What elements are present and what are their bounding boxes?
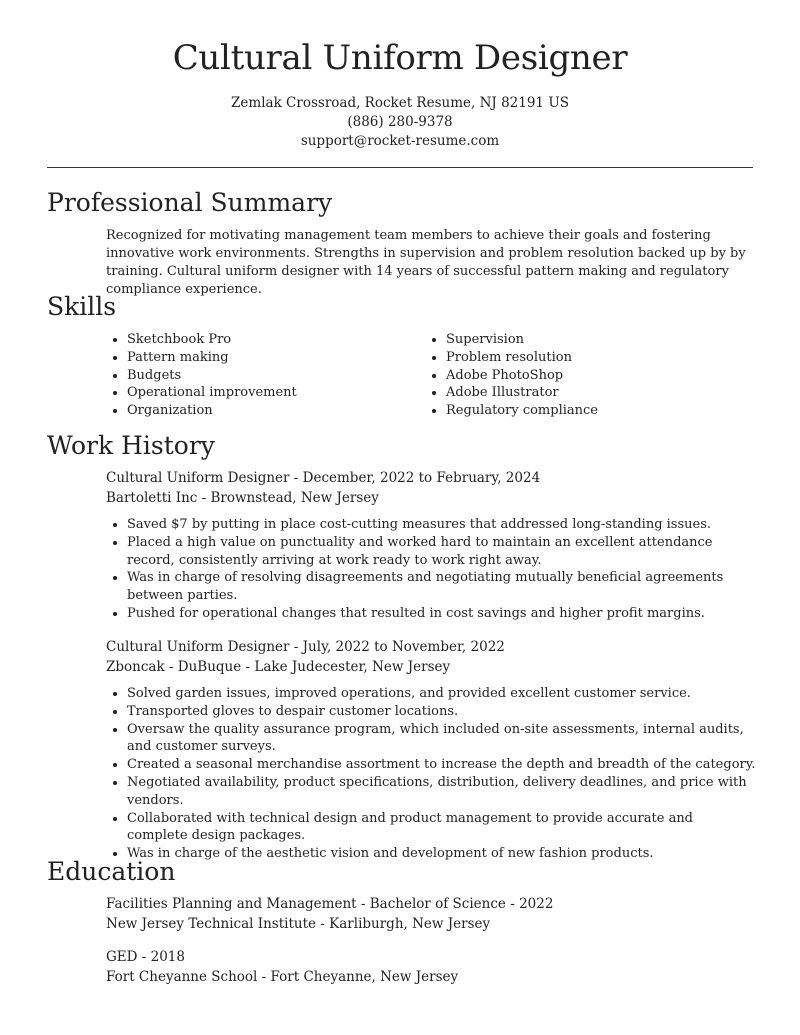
job-bullet: • Saved $7 by putting in place cost-cutting measures that addressed long-standing issues. xyxy=(127,516,756,534)
skill-item: • Organization xyxy=(127,402,406,420)
job-bullet: • Transported gloves to despair customer locations. xyxy=(127,703,756,721)
skill-item: • Budgets xyxy=(127,367,406,385)
education-degree-line: Facilities Planning and Management - Bachelor of Science - 2022 xyxy=(106,896,554,912)
section-title-summary: Professional Summary xyxy=(47,188,333,217)
job-header xyxy=(106,469,756,508)
education-location: Fort Cheyanne, New Jersey xyxy=(270,968,459,985)
skill-item: • Pattern making xyxy=(127,349,406,367)
job-bullet: • Pushed for operational changes that resulted in cost savings and higher profit margins. xyxy=(127,605,756,623)
contact-email: support@rocket-resume.com xyxy=(300,133,500,149)
job-bullet: • Collaborated with technical design and product management to provide accurate and complete design packages. xyxy=(127,810,756,846)
job-bullet: • Was in charge of resolving disagreements and negotiating mutually beneficial agreements between parties. xyxy=(127,569,756,605)
contact-phone: (886) 280-9378 xyxy=(347,114,453,130)
job-bullet: • Placed a high value on punctuality and worked hard to maintain an excellent attendance record, consistently arriving at work ready to work right away. xyxy=(127,534,756,570)
header-divider xyxy=(47,167,753,168)
job-company-line: Bartoletti Inc - Brownstead, New Jersey xyxy=(106,489,379,506)
job-company: Bartoletti Inc xyxy=(106,489,198,506)
skills-column-right xyxy=(425,331,725,420)
education-school-line: Fort Cheyanne School - Fort Cheyanne, New Jersey xyxy=(106,968,459,985)
job-title: Cultural Uniform Designer xyxy=(106,639,290,655)
job-dates: December, 2022 to February, 2024 xyxy=(302,470,541,486)
skill-item: • Supervision xyxy=(446,331,725,349)
job-bullets xyxy=(106,516,756,623)
education-school: New Jersey Technical Institute xyxy=(106,915,317,932)
job-bullet: • Was in charge of the aesthetic vision and development of new fashion products. xyxy=(127,845,756,863)
skill-item: • Sketchbook Pro xyxy=(127,331,406,349)
education-entry xyxy=(106,948,756,987)
job-bullet: • Oversaw the quality assurance program, which included on-site assessments, internal audits, and customer surveys. xyxy=(127,721,756,757)
summary-text: Recognized for motivating management team members to achieve their goals and fostering innovative work environments. Strengths in supervision and problem resolution backed up by by training. Cultural uniform designer with 14 years of successful pattern making and regulatory compliance experience. xyxy=(106,228,746,297)
job-bullet: • Negotiated availability, product specifications, distribution, delivery deadlines, and price with vendors. xyxy=(127,774,756,810)
section-title-skills: Skills xyxy=(47,292,117,321)
resume-name: Cultural Uniform Designer xyxy=(172,38,628,78)
section-title-work: Work History xyxy=(47,431,215,460)
education-school: Fort Cheyanne School xyxy=(106,968,258,985)
job-company: Zboncak - DuBuque xyxy=(106,658,242,675)
job-location: Brownstead, New Jersey xyxy=(210,489,379,506)
skill-item: • Problem resolution xyxy=(446,349,725,367)
education-degree: GED xyxy=(106,949,138,965)
education-entry xyxy=(106,895,756,934)
job-title-line: Cultural Uniform Designer - December, 2022 to February, 2024 xyxy=(106,470,541,486)
skill-item: • Regulatory compliance xyxy=(446,402,725,420)
job-title: Cultural Uniform Designer xyxy=(106,470,290,486)
job-bullet: • Solved garden issues, improved operations, and provided excellent customer service. xyxy=(127,685,756,703)
job-title-line: Cultural Uniform Designer - July, 2022 to November, 2022 xyxy=(106,639,505,655)
job-dates: July, 2022 to November, 2022 xyxy=(302,639,505,655)
job-header xyxy=(106,638,756,677)
skill-item: • Operational improvement xyxy=(127,384,406,402)
job-company-line: Zboncak - DuBuque - Lake Judecester, New Jersey xyxy=(106,658,451,675)
skill-item: • Adobe Illustrator xyxy=(446,384,725,402)
section-title-education: Education xyxy=(47,857,176,886)
education-year: 2018 xyxy=(150,949,185,965)
education-degree: Facilities Planning and Management - Bachelor of Science xyxy=(106,896,506,912)
job-bullets xyxy=(106,685,756,863)
skill-item: • Adobe PhotoShop xyxy=(446,367,725,385)
education-school-line: New Jersey Technical Institute - Karliburgh, New Jersey xyxy=(106,915,491,932)
contact-address: Zemlak Crossroad, Rocket Resume, NJ 82191 US xyxy=(231,95,569,111)
job-location: Lake Judecester, New Jersey xyxy=(254,658,451,675)
education-location: Karliburgh, New Jersey xyxy=(329,915,491,932)
skills-column-left xyxy=(106,331,406,420)
education-degree-line: GED - 2018 xyxy=(106,949,185,965)
job-bullet: • Created a seasonal merchandise assortment to increase the depth and breadth of the category. xyxy=(127,756,756,774)
contact-block xyxy=(0,94,800,151)
education-year: 2022 xyxy=(519,896,554,912)
